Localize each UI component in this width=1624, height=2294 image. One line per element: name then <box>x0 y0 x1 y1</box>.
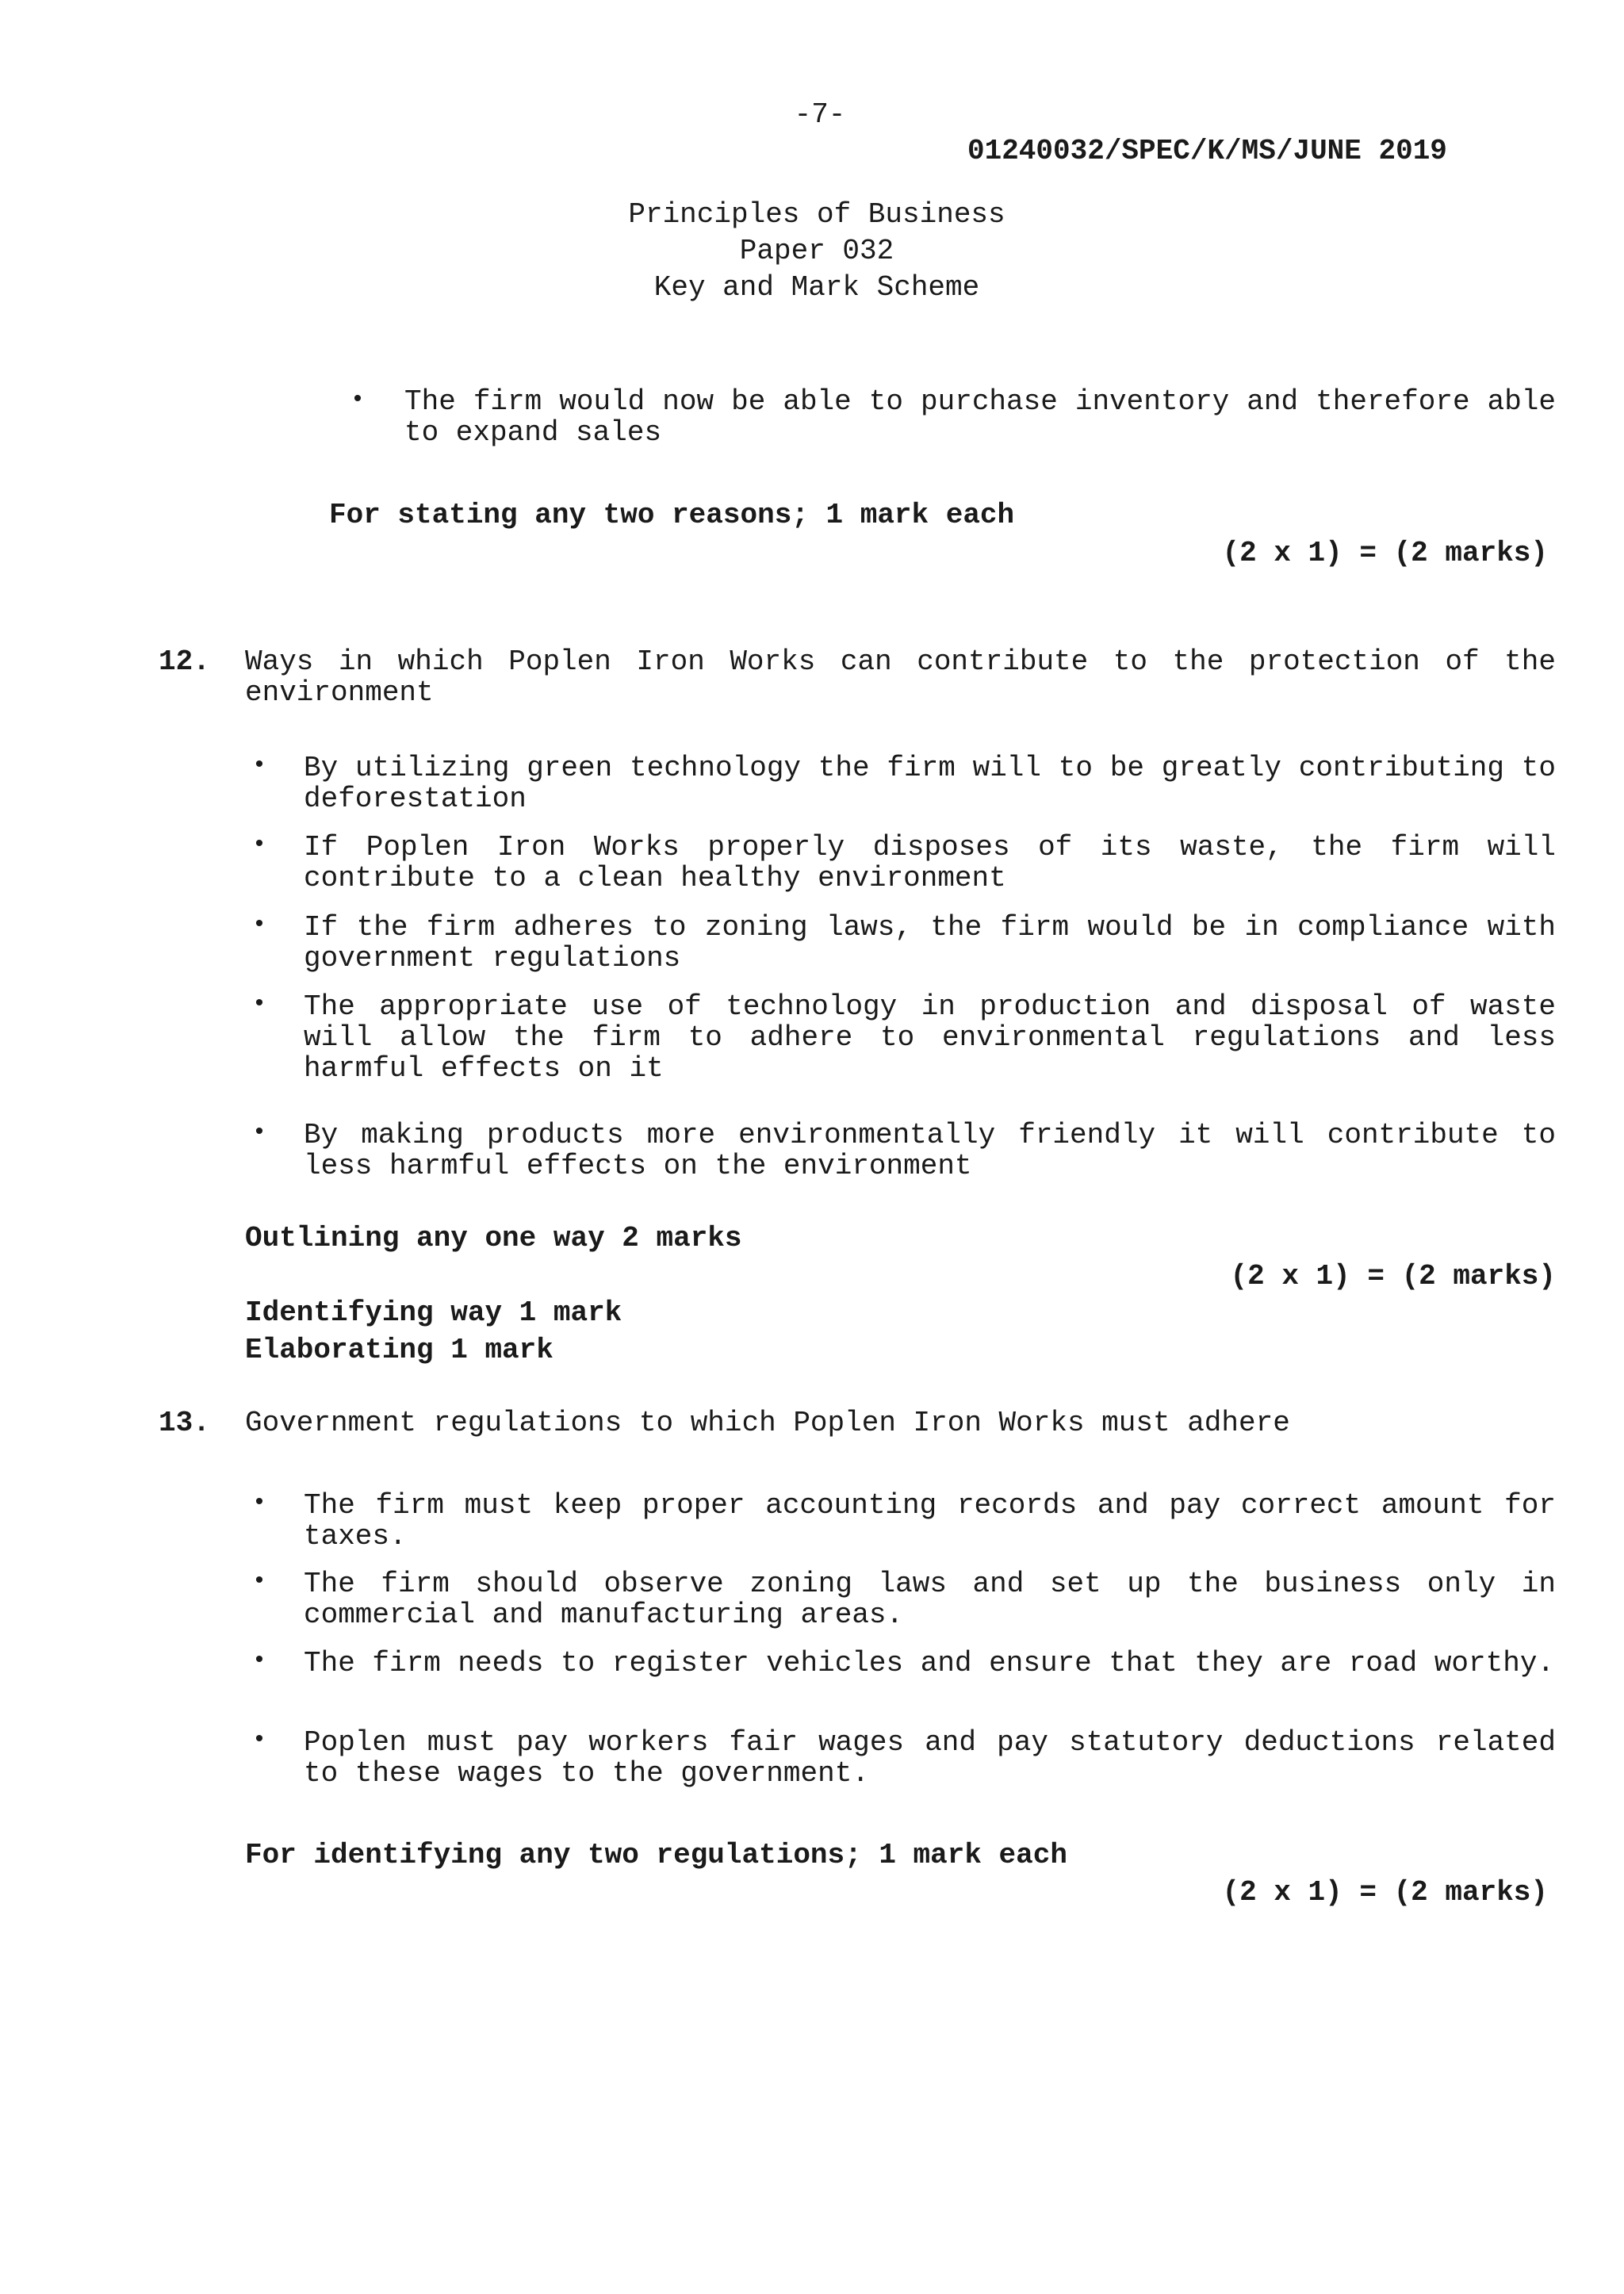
question-12-bullet-4: The appropriate use of technology in production and disposal of waste will allow the firm to adhere to environmental regulations and less harmful effects on it <box>304 990 1556 1085</box>
question-12-bullet-2: If Poplen Iron Works properly disposes of its waste, the firm will contribute to a clean healthy environment <box>304 831 1556 894</box>
continued-bullet-item: The firm would now be able to purchase inventory and therefore able to expand sales <box>404 385 1556 449</box>
question-12-sub-note-2: Elaborating 1 mark <box>245 1334 553 1366</box>
question-13-mark-note: For identifying any two regulations; 1 mark each <box>245 1839 1067 1871</box>
page-number: -7- <box>794 98 846 131</box>
doc-title-line-3: Key and Mark Scheme <box>653 271 980 304</box>
bullet-icon: • <box>252 832 267 859</box>
question-13-marks: (2 x 1) = (2 marks) <box>1222 1876 1548 1909</box>
question-12-mark-note: Outlining any one way 2 marks <box>245 1222 742 1254</box>
document-code: 01240032/SPEC/K/MS/JUNE 2019 <box>967 135 1447 167</box>
question-12-bullet-5: By making products more environmentally friendly it will contribute to less harmful effects on the environment <box>304 1119 1556 1182</box>
bullet-icon: • <box>252 1648 267 1675</box>
bullet-icon: • <box>252 912 267 939</box>
question-13-bullet-4: Poplen must pay workers fair wages and pay statutory deductions related to these wages to the government. <box>304 1726 1556 1790</box>
bullet-icon: • <box>350 387 366 414</box>
question-12-prompt: Ways in which Poplen Iron Works can contribute to the protection of the environment <box>245 645 1556 709</box>
bullet-icon: • <box>252 1568 267 1595</box>
bullet-icon: • <box>252 1120 267 1147</box>
question-12-bullet-3: If the firm adheres to zoning laws, the firm would be in compliance with government regulations <box>304 911 1556 975</box>
question-13-prompt: Government regulations to which Poplen Iron Works must adhere <box>245 1407 1290 1439</box>
question-13-bullet-2: The firm should observe zoning laws and set up the business only in commercial and manufacturing areas. <box>304 1568 1556 1631</box>
doc-title-line-1: Principles of Business <box>628 198 1005 231</box>
continued-marks: (2 x 1) = (2 marks) <box>1222 537 1548 569</box>
question-13-bullet-3: The firm needs to register vehicles and ensure that they are road worthy. <box>304 1647 1555 1679</box>
question-12-sub-note-1: Identifying way 1 mark <box>245 1296 622 1329</box>
question-12-bullet-1: By utilizing green technology the firm will to be greatly contributing to deforestation <box>304 752 1556 815</box>
bullet-icon: • <box>252 1727 267 1754</box>
bullet-icon: • <box>252 991 267 1018</box>
bullet-icon: • <box>252 753 267 779</box>
bullet-icon: • <box>252 1490 267 1517</box>
continued-mark-note: For stating any two reasons; 1 mark each <box>329 499 1015 531</box>
question-13-number: 13. <box>159 1407 210 1439</box>
question-13-bullet-1: The firm must keep proper accounting records and pay correct amount for taxes. <box>304 1489 1556 1553</box>
question-12-number: 12. <box>159 645 210 678</box>
question-12-marks: (2 x 1) = (2 marks) <box>1230 1260 1556 1293</box>
doc-title-line-2: Paper 032 <box>739 235 894 267</box>
